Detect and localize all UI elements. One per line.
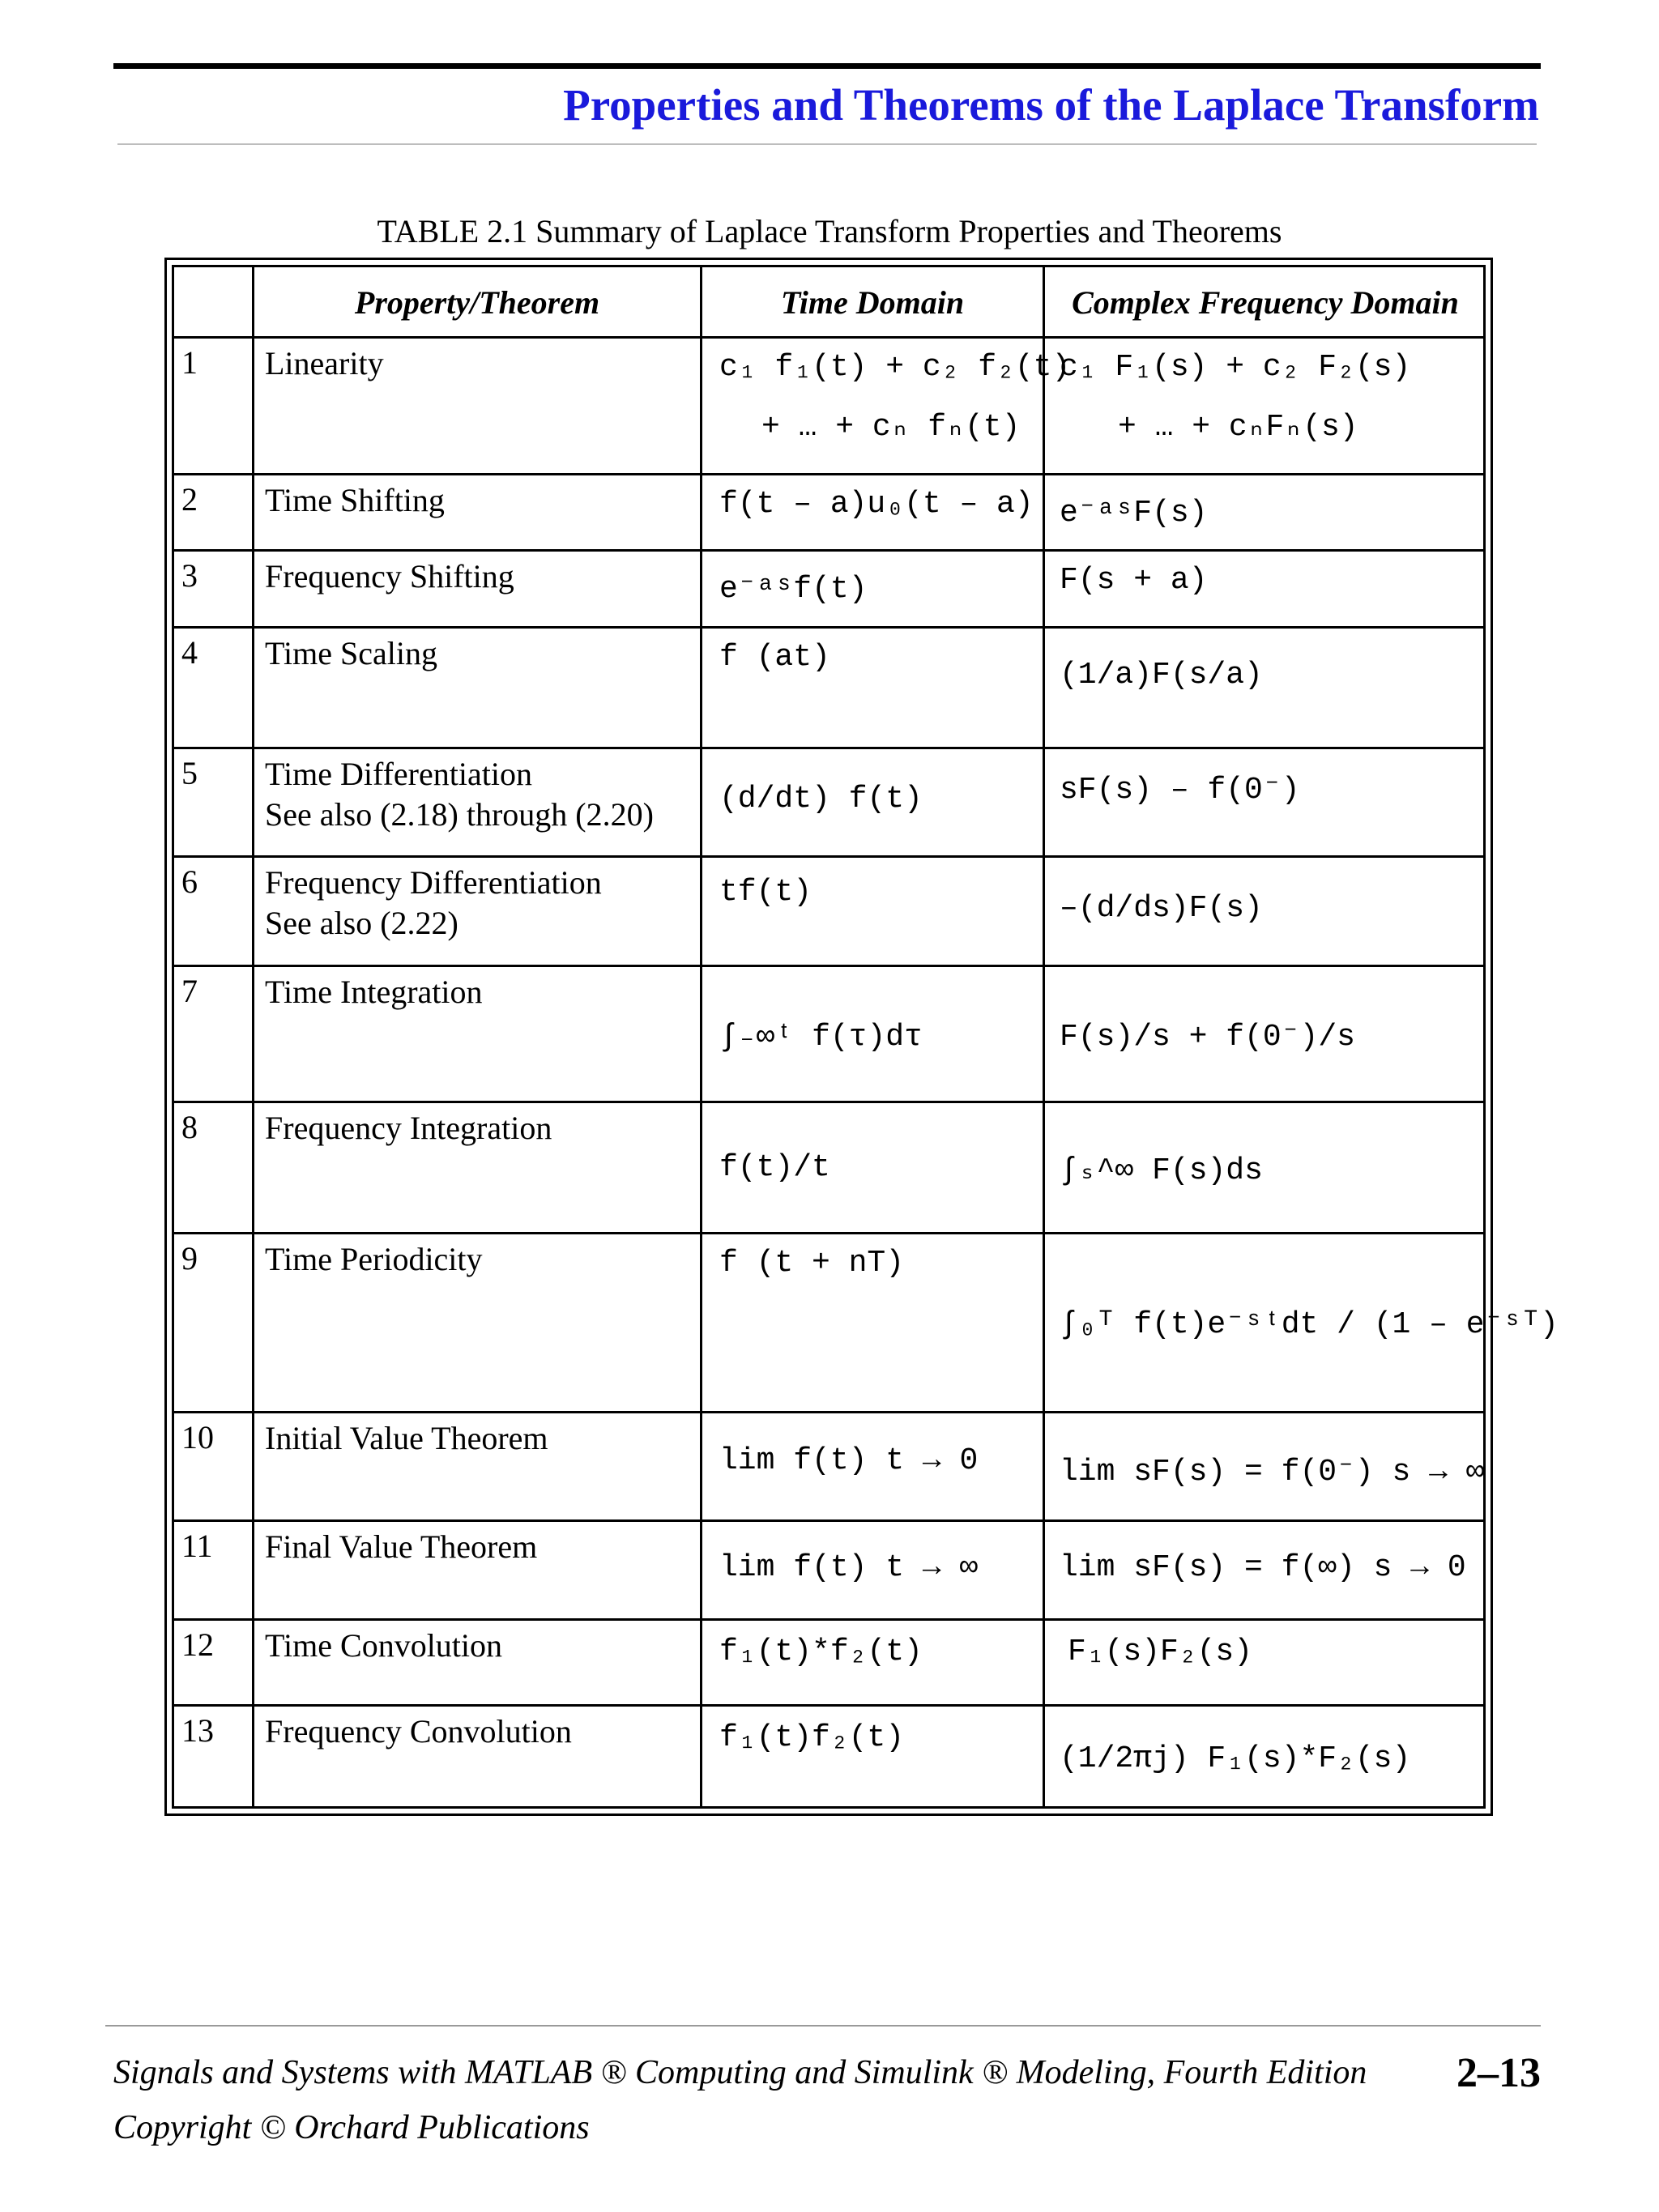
- footer-rule: [105, 2025, 1541, 2027]
- row-number: 2: [181, 481, 198, 518]
- row-number: 12: [181, 1626, 214, 1663]
- property-note: See also (2.22): [265, 905, 458, 941]
- frequency-domain-expression: + … + cₙFₙ(s): [1118, 410, 1358, 445]
- frequency-domain-expression: ∫ₛ^∞ F(s)ds: [1060, 1153, 1263, 1188]
- property-name: Final Value Theorem: [265, 1528, 538, 1565]
- frequency-domain-expression: (1/a)F(s/a): [1060, 658, 1263, 693]
- column-divider: [252, 265, 254, 1809]
- table-caption: TABLE 2.1 Summary of Laplace Transform Properties and Theorems: [377, 213, 1282, 249]
- row-number: 8: [181, 1109, 198, 1145]
- frequency-domain-expression: sF(s) – f(0⁻): [1060, 773, 1300, 808]
- row-number: 13: [181, 1712, 214, 1749]
- row-number: 9: [181, 1240, 198, 1276]
- column-divider: [1043, 265, 1045, 1809]
- row-number: 7: [181, 973, 198, 1009]
- property-note: See also (2.18) through (2.20): [265, 796, 654, 833]
- property-name: Time Differentiation: [265, 756, 532, 792]
- row-number: 1: [181, 344, 198, 381]
- row-number: 6: [181, 863, 198, 900]
- row-divider: [172, 1232, 1486, 1234]
- time-domain-expression: + … + cₙ fₙ(t): [761, 410, 1021, 445]
- property-name: Time Integration: [265, 974, 483, 1010]
- footer-book-title: Signals and Systems with MATLAB ® Computing and Simulink ® Modeling, Fourth Edition: [113, 2054, 1367, 2091]
- time-domain-expression: f(t)/t: [719, 1150, 830, 1185]
- property-name: Time Convolution: [265, 1627, 503, 1664]
- property-name: Frequency Shifting: [265, 558, 514, 595]
- property-name: Frequency Convolution: [265, 1713, 572, 1750]
- column-header-property: Property/Theorem: [354, 284, 600, 321]
- time-domain-expression: f(t – a)u₀(t – a): [719, 487, 1034, 522]
- time-domain-expression: f (t + nT): [719, 1246, 905, 1281]
- time-domain-expression: (d/dt) f(t): [719, 782, 923, 816]
- frequency-domain-expression: e⁻ᵃˢF(s): [1060, 496, 1208, 531]
- property-name: Initial Value Theorem: [265, 1420, 548, 1456]
- property-name: Linearity: [265, 345, 384, 381]
- frequency-domain-expression: F(s)/s + f(0⁻)/s: [1060, 1020, 1355, 1055]
- row-divider: [172, 1519, 1486, 1522]
- time-domain-expression: ∫₋∞ᵗ f(τ)dτ: [719, 1020, 923, 1055]
- property-name: Time Periodicity: [265, 1241, 483, 1277]
- page-number: 2–13: [1456, 2050, 1541, 2096]
- frequency-domain-expression: –(d/ds)F(s): [1060, 891, 1263, 926]
- frequency-domain-expression: c₁ F₁(s) + c₂ F₂(s): [1060, 350, 1411, 385]
- row-divider: [172, 1618, 1486, 1621]
- row-divider: [172, 855, 1486, 858]
- property-name: Time Shifting: [265, 482, 445, 518]
- property-name: Frequency Integration: [265, 1110, 552, 1146]
- row-divider: [172, 626, 1486, 629]
- row-divider: [172, 965, 1486, 967]
- property-name: Time Scaling: [265, 635, 437, 671]
- column-divider: [700, 265, 702, 1809]
- row-divider: [172, 473, 1486, 475]
- row-divider: [172, 1411, 1486, 1413]
- row-number: 3: [181, 557, 198, 594]
- row-divider: [172, 747, 1486, 749]
- frequency-domain-expression: (1/2πj) F₁(s)*F₂(s): [1060, 1741, 1411, 1776]
- row-divider: [172, 1101, 1486, 1103]
- frequency-domain-expression: ∫₀ᵀ f(t)e⁻ˢᵗdt / (1 – e⁻ˢᵀ): [1060, 1307, 1559, 1342]
- row-number: 5: [181, 755, 198, 791]
- frequency-domain-expression: lim sF(s) = f(0⁻) s → ∞: [1060, 1455, 1485, 1490]
- header-underline: [117, 143, 1537, 145]
- time-domain-expression: f₁(t)f₂(t): [719, 1720, 905, 1755]
- time-domain-expression: lim f(t) t → 0: [719, 1443, 979, 1478]
- row-number: 11: [181, 1528, 213, 1564]
- row-divider: [172, 336, 1486, 339]
- time-domain-expression: e⁻ᵃˢf(t): [719, 572, 868, 607]
- row-number: 10: [181, 1419, 214, 1455]
- header-rule: [113, 63, 1541, 69]
- property-name: Frequency Differentiation: [265, 864, 602, 901]
- time-domain-expression: tf(t): [719, 875, 812, 910]
- time-domain-expression: c₁ f₁(t) + c₂ f₂(t): [719, 350, 1071, 385]
- column-header-frequency-domain: Complex Frequency Domain: [1072, 284, 1459, 321]
- time-domain-expression: lim f(t) t → ∞: [719, 1550, 979, 1585]
- frequency-domain-expression: F(s + a): [1060, 563, 1208, 598]
- row-divider: [172, 1704, 1486, 1707]
- time-domain-expression: f₁(t)*f₂(t): [719, 1634, 923, 1669]
- row-divider: [172, 549, 1486, 552]
- column-header-time-domain: Time Domain: [780, 284, 965, 321]
- row-number: 4: [181, 634, 198, 671]
- frequency-domain-expression: F₁(s)F₂(s): [1068, 1634, 1253, 1669]
- page-header-title: Properties and Theorems of the Laplace Transform: [563, 80, 1539, 130]
- footer-copyright: Copyright © Orchard Publications: [113, 2109, 590, 2146]
- frequency-domain-expression: lim sF(s) = f(∞) s → 0: [1060, 1550, 1466, 1585]
- time-domain-expression: f (at): [719, 640, 830, 675]
